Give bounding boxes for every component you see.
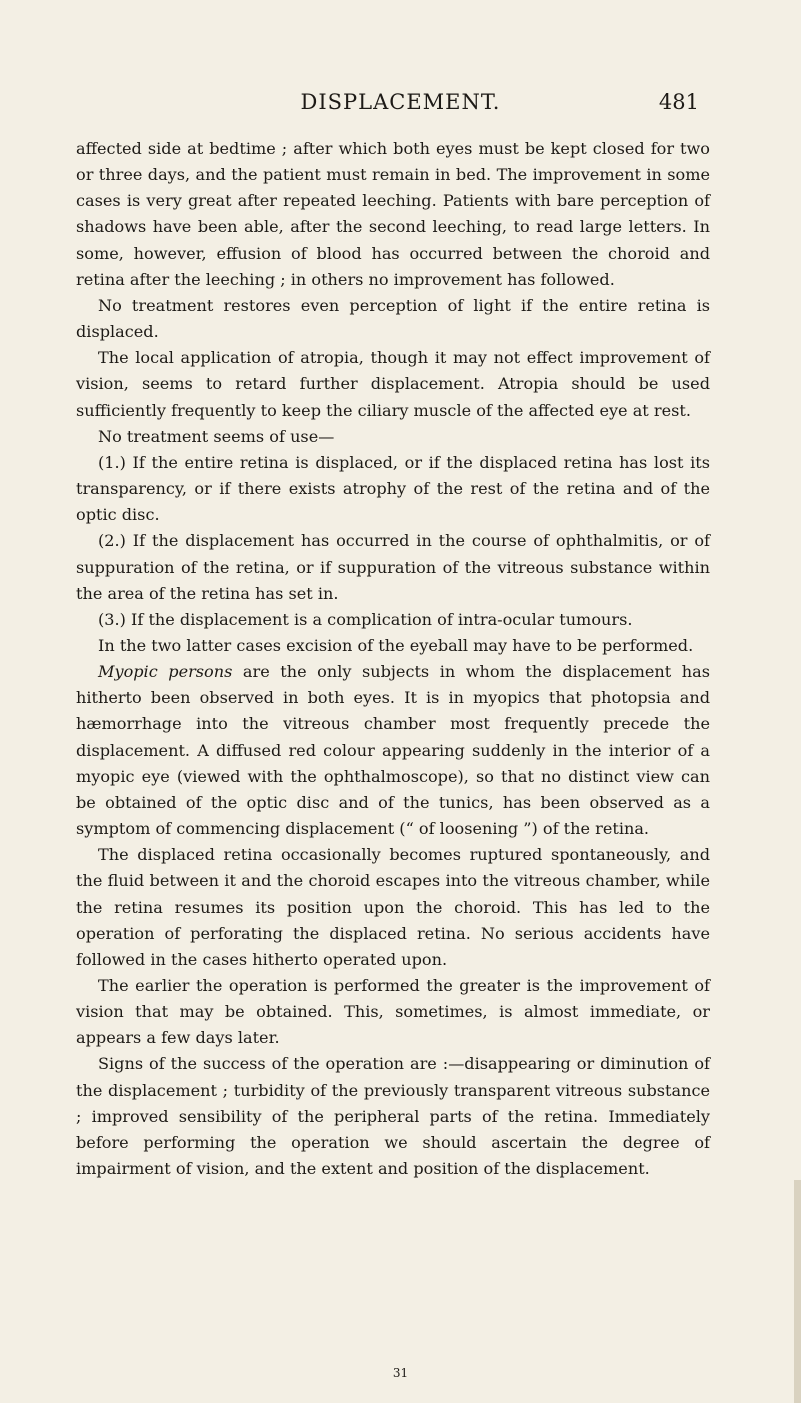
paragraph: No treatment seems of use— [98,426,335,446]
page-header [0,90,801,120]
running-head: DISPLACEMENT. [300,90,501,114]
list-item: (1.) If the entire retina is displaced, or if the displaced retina has lost its transparency, or if there exists atrophy of the rest of the retina and of the optic disc. [76,452,710,525]
paragraph: The local application of atropia, though it may not effect improvement of vision, seems to retard further displacement. Atropia should be used sufficiently frequently to keep the ciliary muscle of the affected eye at rest. [76,348,710,420]
paragraph-text: are the only subjects in whom the displacement has hitherto been observed in both eyes. It is in myopics that photopsia and hæmorrhage into the vitreous chamber most frequently precede the displacement. A diffused red colour appearing suddenly in the interior of a myopic eye (viewed with the ophthalmoscope), so that no distinct view can be obtained of the optic disc and of the tunics, has been observed as a symptom of commencing displacement (“ of loosening ”) of the retina. [76,662,710,839]
paragraph: Signs of the success of the operation are :—disappearing or diminution of the displacement ; turbidity of the previously transparent vitreous substance ; improved sensibility of the peripheral parts of the retina. Immediately before performing the operation we should ascertain the degree of impairment of vision, and the extent and position of the displacement. [76,1054,710,1179]
page-number: 481 [658,90,699,114]
paragraph: No treatment restores even perception of light if the entire retina is displaced. [76,295,710,342]
paragraph: The earlier the operation is performed the greater is the improvement of vision that may be obtained. This, sometimes, is almost immediate, or appears a few days later. [76,976,710,1048]
paragraph: The displaced retina occasionally becomes ruptured spontaneously, and the fluid between it and the choroid escapes into the vitreous chamber, while the retina resumes its position upon the choroid. This has led to the operation of perforating the displaced retina. No serious accidents have followed in the cases hitherto operated upon. [76,845,710,969]
list-item: (2.) If the displacement has occurred in the course of ophthalmitis, or of suppuration of the retina, or if suppuration of the vitreous substance within the area of the retina has set in. [76,531,710,603]
italic-lead: Myopic persons [98,662,233,682]
list-item: (3.) If the displacement is a complication of intra-ocular tumours. [98,609,633,629]
body-text [76,136,710,1182]
paragraph-myopic [76,659,710,842]
paragraph-continuation: affected side at bedtime ; after which both eyes must be kept closed for two or three days, and the patient must remain in bed. The improvement in some cases is very great after repeated leeching. Patients with bare perception of shadows have been able, after the second leeching, to read large letters. In some, however, effusion of blood has occurred between the choroid and retina after the leeching ; in others no improvement has followed. [76,139,710,289]
paragraph: In the two latter cases excision of the eyeball may have to be performed. [98,635,694,655]
signature-mark: 31 [392,1366,409,1380]
page-edge [794,1180,801,1403]
